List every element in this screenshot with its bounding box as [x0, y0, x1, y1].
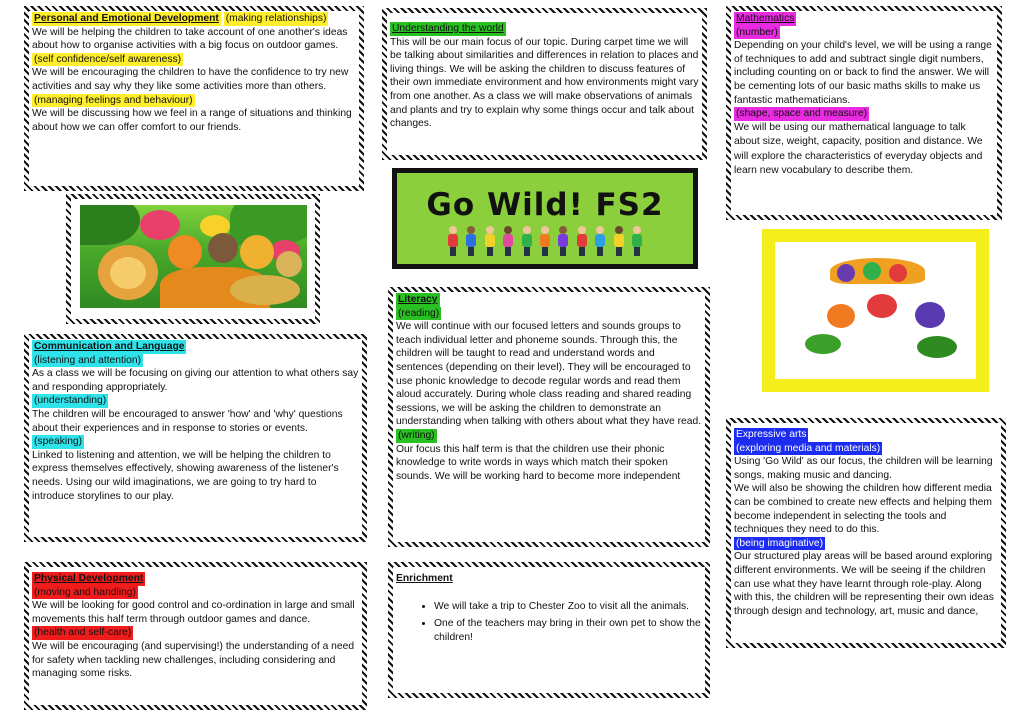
- maths-heading: Mathematics: [736, 13, 795, 24]
- maths-sub-2: (shape, space and measure): [736, 108, 868, 120]
- expressive-text-2: We will also be showing the children how different media can be combined to create new effects and helping them become independent in selecting the tools and techniques they need to do this.: [734, 483, 992, 536]
- expressive-heading: Expressive arts: [736, 429, 807, 440]
- ped-sub-1: (making relationships): [225, 13, 327, 24]
- title-panel: [392, 168, 698, 269]
- cal-heading: Communication and Language: [34, 341, 185, 352]
- cal-sub-1: (listening and attention): [34, 354, 142, 366]
- physical-text-1: We will be looking for good control and co-ordination in large and small movements this half term through outdoor games and dance.: [32, 600, 355, 625]
- expressive-box: [726, 418, 1006, 648]
- expressive-text-1: Using 'Go Wild' as our focus, the children will be learning songs, making music and dancing.: [734, 456, 993, 481]
- bugs-image: [775, 242, 976, 379]
- physical-heading: Physical Development: [34, 573, 144, 584]
- ped-sub-2: (self confidence/self awareness): [34, 53, 182, 65]
- ped-sub-3: (managing feelings and behaviour): [34, 94, 193, 106]
- cal-text-1: As a class we will be focusing on giving our attention to what others say and responding appropriately.: [32, 368, 359, 393]
- ped-text-3: We will be discussing how we feel in a range of situations and thinking about how we can offer comfort to our friends.: [32, 108, 352, 133]
- enrichment-heading: Enrichment: [396, 573, 453, 584]
- physical-sub-1: (moving and handling): [34, 586, 136, 598]
- maths-box: [726, 6, 1002, 220]
- cal-text-3: Linked to listening and attention, we will be helping the children to express themselves effectively, showing awareness of the listener's needs. Using our wild imaginations, we are going to try hard to introduce storylines to our play.: [32, 449, 339, 502]
- literacy-heading: Literacy: [398, 294, 438, 305]
- utw-text: This will be our main focus of our topic. During carpet time we will be talking about similarities and differences in relation to places and living things. We will be asking the children to discuss features of their own immediate environment and how environments might vary from one another. As a class we will make observations of animals and plants and try to explain why some things occur and talk about changes.: [390, 36, 699, 130]
- maths-sub-1: (number): [736, 26, 778, 38]
- title-inner: [397, 173, 693, 264]
- enrichment-item: • We will take a trip to Chester Zoo to visit all the animals.: [434, 600, 702, 614]
- expressive-sub-1: (exploring media and materials): [736, 442, 881, 454]
- cal-sub-2: (understanding): [34, 395, 107, 407]
- literacy-text-1: We will continue with our focused letters and sounds groups to teach individual letter and phoneme sounds. Through this, the children will be taught to read and understand words and sentences (depending on their level). They will be encouraged to use phonic knowledge to decode regular words and read them aloud accurately. During whole class reading and shared reading sessions, we will be asking the children to demonstrate an understanding when talking with others about what they have read.: [396, 321, 702, 428]
- physical-sub-2: (health and self-care): [34, 627, 132, 639]
- expressive-sub-2: (being imaginative): [736, 537, 823, 549]
- cal-text-2: The children will be encouraged to answer 'how' and 'why' questions about their experiences and in response to stories or events.: [32, 408, 343, 434]
- literacy-sub-1: (reading): [398, 307, 440, 319]
- utw-heading: Understanding the world: [392, 23, 504, 34]
- enrichment-item: • One of the teachers may bring in their own pet to show the children!: [434, 617, 702, 644]
- ped-box: [24, 6, 364, 191]
- literacy-text-2: Our focus this half term is that the children use their phonic knowledge to write words in ways which match their spoken sounds. We will be working hard to become more independent: [396, 443, 681, 482]
- ped-heading: Personal and Emotional Development: [34, 13, 219, 24]
- ped-text-2: We will be encouraging the children to have the confidence to try new activities and say why they like some activities more than others.: [32, 67, 349, 92]
- enrichment-list: [396, 600, 702, 645]
- expressive-text-3: Our structured play areas will be based around exploring different environments. We will be seeing if the children can use what they have learnt through role-play. Along with this, the children will be representing their own ideas through design and technology, art, music and dance,: [734, 551, 994, 617]
- page-title: Go Wild! FS2: [426, 187, 664, 223]
- cal-sub-3: (speaking): [34, 436, 83, 448]
- children-illustration: [447, 222, 643, 256]
- enrichment-box: [388, 562, 710, 698]
- jungle-animals-image: [80, 205, 307, 308]
- physical-box: [24, 562, 367, 710]
- utw-box: [382, 8, 707, 160]
- literacy-box: [388, 287, 710, 547]
- maths-text-2: We will be using our mathematical language to talk about size, weight, capacity, position and distance. We will explore the characteristics of everyday objects and learn new vocabulary to describe them.: [734, 121, 983, 176]
- maths-text-1: Depending on your child's level, we will be using a range of techniques to add and subtract single digit numbers, including counting on or back to find the answer. We will be cementing lots of our basic maths skills to make us fantastic mathematicians.: [734, 40, 992, 106]
- bugs-picture-frame: [762, 229, 989, 392]
- literacy-sub-2: (writing): [398, 429, 435, 441]
- ped-text-1: We will be helping the children to take account of one another's ideas about how to organise activities with a big focus on outdoor games.: [32, 26, 348, 52]
- cal-box: [24, 334, 367, 542]
- physical-text-2: We will be encouraging (and supervising!) the understanding of a need for safety when tackling new challenges, including considering and managing some risks.: [32, 640, 355, 680]
